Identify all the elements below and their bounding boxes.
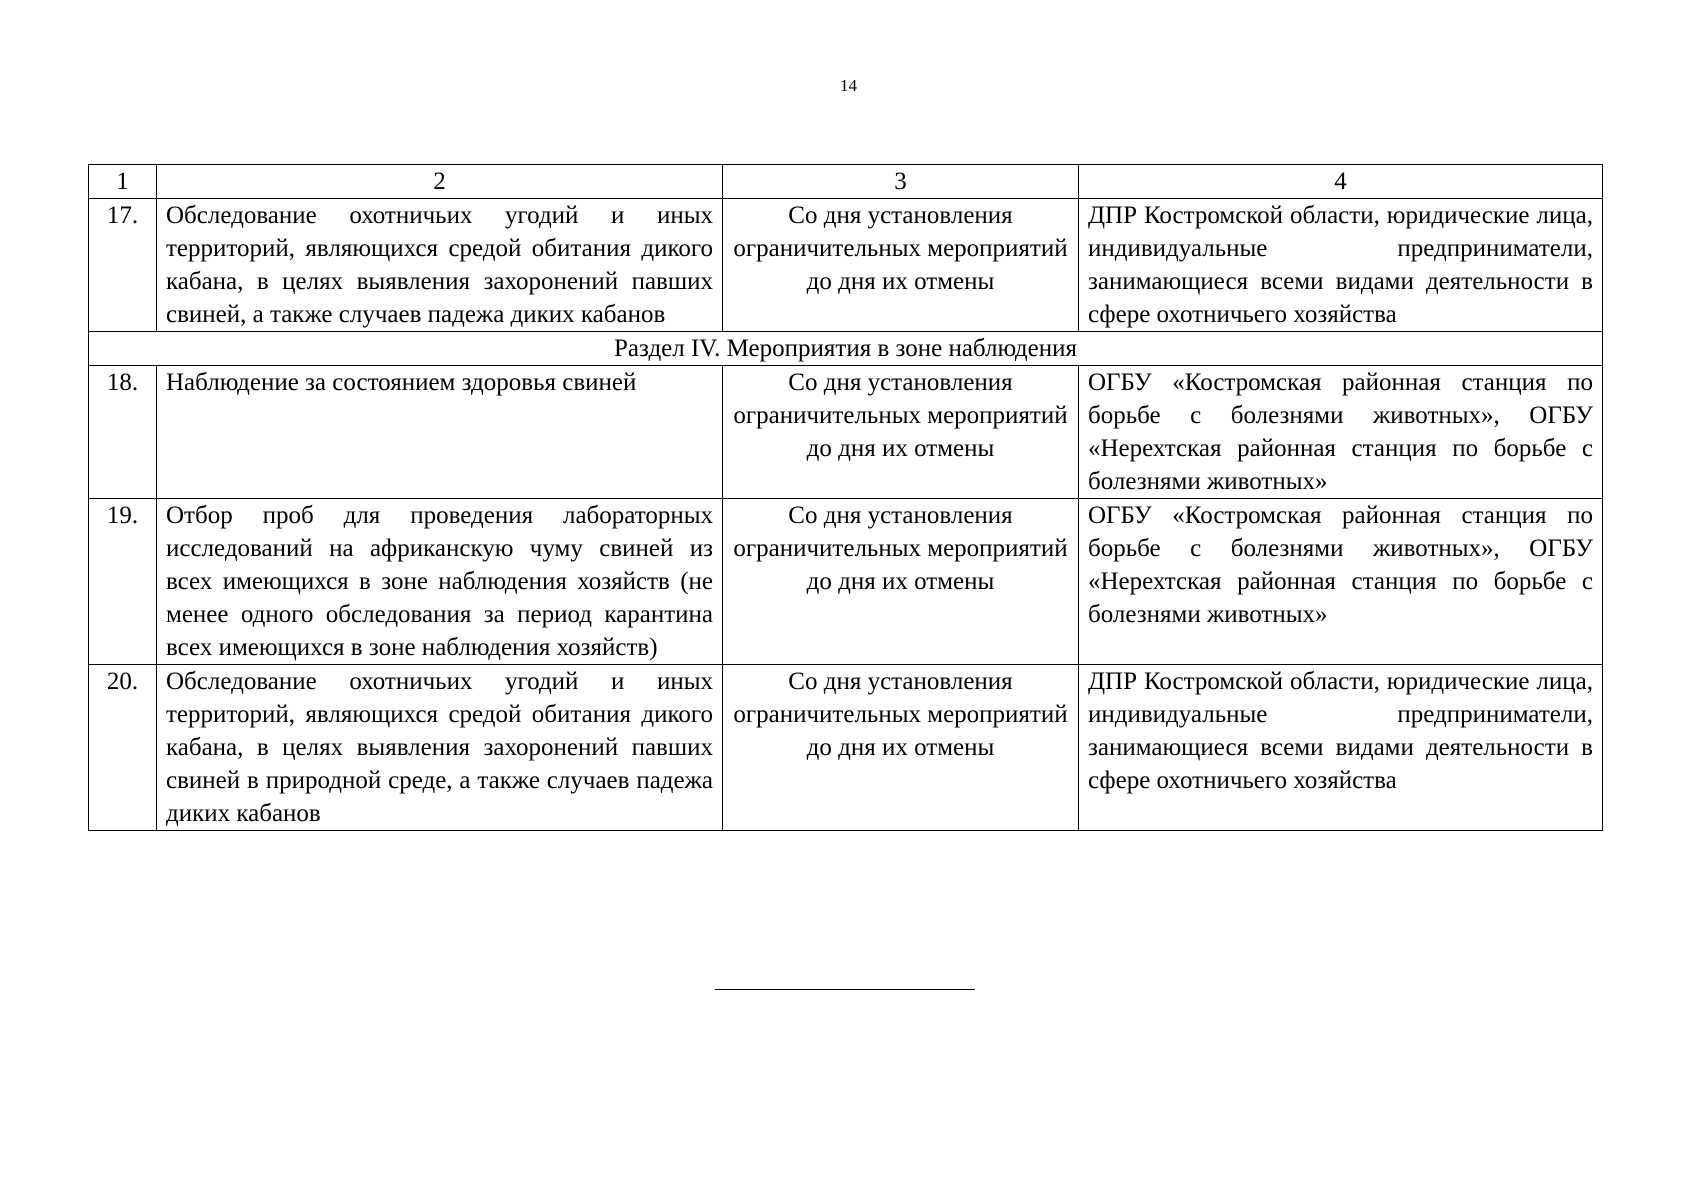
row-number: 19. bbox=[89, 499, 157, 665]
header-cell-4: 4 bbox=[1079, 165, 1603, 199]
table-row bbox=[89, 199, 1603, 332]
section-row bbox=[89, 332, 1603, 366]
responsible-cell: ОГБУ «Костромская районная станция по борьбе с болезнями животных», ОГБУ «Нерехтская районная станция по борьбе с болезнями животных» bbox=[1079, 366, 1603, 499]
measure-cell: Наблюдение за состоянием здоровья свиней bbox=[157, 366, 723, 499]
responsible-cell: ОГБУ «Костромская районная станция по борьбе с болезнями животных», ОГБУ «Нерехтская районная станция по борьбе с болезнями животных» bbox=[1079, 499, 1603, 665]
measures-table bbox=[88, 164, 1603, 831]
row-number: 18. bbox=[89, 366, 157, 499]
measure-cell: Отбор проб для проведения лабораторных исследований на африканскую чуму свиней из всех имеющихся в зоне наблюдения хозяйств (не менее одного обследования за период карантина всех имеющихся в зоне наблюдения хозяйств) bbox=[157, 499, 723, 665]
header-cell-3: 3 bbox=[723, 165, 1079, 199]
table-header-row bbox=[89, 165, 1603, 199]
table-row bbox=[89, 499, 1603, 665]
header-cell-1: 1 bbox=[89, 165, 157, 199]
header-cell-2: 2 bbox=[157, 165, 723, 199]
measure-cell: Обследование охотничьих угодий и иных территорий, являющихся средой обитания дикого кабана, в целях выявления захоронений павших свиней, а также случаев падежа диких кабанов bbox=[157, 199, 723, 332]
measure-cell: Обследование охотничьих угодий и иных территорий, являющихся средой обитания дикого кабана, в целях выявления захоронений павших свиней в природной среде, а также случаев падежа диких кабанов bbox=[157, 665, 723, 831]
row-number: 20. bbox=[89, 665, 157, 831]
responsible-cell: ДПР Костромской области, юридические лица, индивидуальные предприниматели, занимающиеся всеми видами деятельности в сфере охотничьего хозяйства bbox=[1079, 199, 1603, 332]
row-number: 17. bbox=[89, 199, 157, 332]
page-number: 14 bbox=[840, 76, 857, 95]
term-cell: Со дня установления ограничительных мероприятий до дня их отмены bbox=[723, 366, 1079, 499]
section-title: Раздел IV. Мероприятия в зоне наблюдения bbox=[89, 332, 1603, 366]
term-cell: Со дня установления ограничительных мероприятий до дня их отмены bbox=[723, 199, 1079, 332]
responsible-cell: ДПР Костромской области, юридические лица, индивидуальные предприниматели, занимающиеся всеми видами деятельности в сфере охотничьего хозяйства bbox=[1079, 665, 1603, 831]
end-of-document-rule bbox=[715, 989, 975, 990]
term-cell: Со дня установления ограничительных мероприятий до дня их отмены bbox=[723, 665, 1079, 831]
term-cell: Со дня установления ограничительных мероприятий до дня их отмены bbox=[723, 499, 1079, 665]
table-row bbox=[89, 665, 1603, 831]
table-row bbox=[89, 366, 1603, 499]
